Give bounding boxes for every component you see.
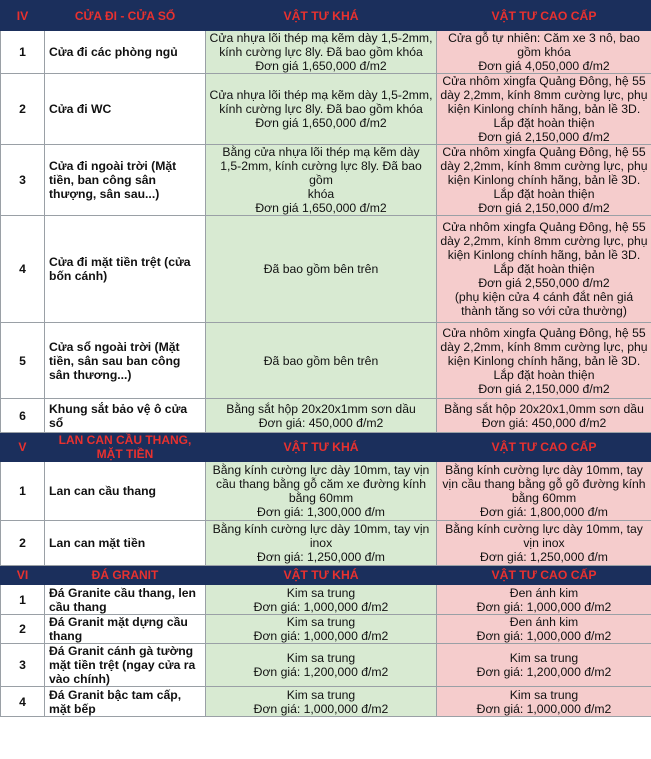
cell-line: vịn inox <box>523 536 565 550</box>
cell-line: Kim sa trung <box>286 687 356 702</box>
item-name: Cửa đi WC <box>45 74 206 145</box>
row-number: 2 <box>1 521 45 566</box>
cell-line: kính cường lực 8ly. Đã bao gồm khóa <box>219 102 423 116</box>
premium-material-cell <box>437 585 651 615</box>
standard-material-cell <box>206 323 437 399</box>
cell-line: Đã bao gồm bên trên <box>263 353 379 368</box>
cell-line: Đơn giá: 450,000 đ/m2 <box>258 415 384 430</box>
column-header-standard: VẬT TƯ KHÁ <box>206 566 437 585</box>
item-name: Cửa đi các phòng ngủ <box>45 31 206 74</box>
cell-line: Bằng kính cường lực dày 10mm, tay <box>445 463 643 477</box>
cell-line: Cửa nhôm xingfa Quảng Đông, hệ 55 <box>442 220 646 234</box>
section-header <box>1 566 651 585</box>
item-name: Đá Granit cánh gà tường mặt tiền trệt (ngay cửa ra vào chính) <box>45 644 206 687</box>
cell-line: Đơn giá: 1,250,000 đ/m <box>257 550 385 564</box>
premium-material-cell <box>437 74 651 145</box>
premium-material-cell <box>437 615 651 644</box>
section-numeral: IV <box>1 1 45 31</box>
cell-line: dày 2,2mm, kính 8mm cường lực, phụ <box>440 88 648 102</box>
table-row <box>1 399 651 433</box>
table-row <box>1 615 651 644</box>
row-number: 2 <box>1 615 45 644</box>
item-name: Đá Granit mặt dựng cầu thang <box>45 615 206 644</box>
row-number: 5 <box>1 323 45 399</box>
column-header-premium: VẬT TƯ CAO CẤP <box>437 1 651 31</box>
cell-line: Đơn giá: 1,000,000 đ/m2 <box>253 599 389 614</box>
cell-line: cầu thang bằng gỗ căm xe đường kính <box>216 477 426 491</box>
cell-line: kính cường lực 8ly. Đã bao gồm khóa <box>219 45 423 59</box>
cell-line: Bằng kính cường lực dày 10mm, tay <box>445 522 643 536</box>
cell-line: Lắp đặt hoàn thiện <box>493 262 595 276</box>
item-name: Đá Granite cầu thang, len cầu thang <box>45 585 206 615</box>
standard-material-cell <box>206 585 437 615</box>
cell-line: Đơn giá: 1,000,000 đ/m2 <box>476 701 612 716</box>
item-name: Lan can mặt tiền <box>45 521 206 566</box>
item-name: Lan can cầu thang <box>45 462 206 521</box>
standard-material-cell <box>206 216 437 323</box>
cell-line: Kim sa trung <box>509 651 579 665</box>
row-number: 4 <box>1 687 45 717</box>
cell-line: Đơn giá 1,650,000 đ/m2 <box>255 116 387 130</box>
row-number: 4 <box>1 216 45 323</box>
table-row <box>1 521 651 566</box>
section-title: LAN CAN CẦU THANG, MẶT TIỀN <box>45 433 206 462</box>
cell-line: Đơn giá: 1,000,000 đ/m2 <box>253 701 389 716</box>
cell-line: inox <box>309 536 333 550</box>
cell-line: Đơn giá: 1,000,000 đ/m2 <box>476 599 612 614</box>
row-number: 3 <box>1 644 45 687</box>
cell-line: Kim sa trung <box>286 615 356 629</box>
item-name: Khung sắt bảo vệ ô cửa sổ <box>45 399 206 433</box>
cell-line: Cửa nhôm xingfa Quảng Đông, hệ 55 <box>442 74 646 88</box>
row-number: 1 <box>1 31 45 74</box>
cell-line: Kim sa trung <box>286 585 356 600</box>
cell-line: thành tăng so với cửa thường) <box>461 304 627 318</box>
table-row <box>1 323 651 399</box>
premium-material-cell <box>437 399 651 433</box>
section-title: CỬA ĐI - CỬA SỔ <box>45 1 206 31</box>
cell-line: dày 2,2mm, kính 8mm cường lực, phụ <box>440 159 648 173</box>
standard-material-cell <box>206 31 437 74</box>
cell-line: kiện Kinlong chính hãng, bản lề 3D. <box>447 173 641 187</box>
premium-material-cell <box>437 687 651 717</box>
cell-line: Đơn giá: 450,000 đ/m2 <box>481 415 607 430</box>
standard-material-cell <box>206 462 437 521</box>
cell-line: Đơn giá 2,550,000 đ/m2 <box>478 276 610 290</box>
standard-material-cell <box>206 145 437 216</box>
cell-line: Đơn giá: 1,000,000 đ/m2 <box>476 629 612 643</box>
table-row <box>1 145 651 216</box>
cell-line: Kim sa trung <box>286 651 356 665</box>
table-row <box>1 31 651 74</box>
standard-material-cell <box>206 521 437 566</box>
cell-line: Đơn giá: 1,250,000 đ/m <box>480 550 608 564</box>
cell-line: Cửa nhựa lõi thép mạ kẽm dày 1,5-2mm, <box>209 88 433 102</box>
premium-material-cell <box>437 216 651 323</box>
cell-line: Cửa nhôm xingfa Quảng Đông, hệ 55 <box>442 145 646 159</box>
cell-line: Lắp đặt hoàn thiện <box>493 367 595 382</box>
standard-material-cell <box>206 687 437 717</box>
premium-material-cell <box>437 31 651 74</box>
premium-material-cell <box>437 644 651 687</box>
cell-line: Bằng sắt hộp 20x20x1,0mm sơn dầu <box>444 401 644 416</box>
row-number: 2 <box>1 74 45 145</box>
standard-material-cell <box>206 615 437 644</box>
section-header <box>1 433 651 462</box>
cell-line: Đơn giá 4,050,000 đ/m2 <box>478 59 610 73</box>
item-name: Cửa đi mặt tiền trệt (cửa bốn cánh) <box>45 216 206 323</box>
cell-line: Bằng sắt hộp 20x20x1mm sơn dầu <box>226 401 416 416</box>
cell-line: Đơn giá: 1,800,000 đ/m <box>480 505 608 519</box>
cell-line: gồm khóa <box>517 45 571 59</box>
column-header-standard: VẬT TƯ KHÁ <box>206 433 437 462</box>
cell-line: Đơn giá: 1,300,000 đ/m <box>257 505 385 519</box>
item-name: Cửa đi ngoài trời (Mặt tiền, ban công sân thượng, sân sau...) <box>45 145 206 216</box>
standard-material-cell <box>206 644 437 687</box>
cell-line: kiện Kinlong chính hãng, bản lề 3D. <box>447 248 641 262</box>
item-name: Cửa sổ ngoài trời (Mặt tiền, sân sau ban công sân thương...) <box>45 323 206 399</box>
cell-line: Đơn giá: 1,000,000 đ/m2 <box>253 629 389 643</box>
column-header-premium: VẬT TƯ CAO CẤP <box>437 566 651 585</box>
section-numeral: V <box>1 433 45 462</box>
cell-line: Bằng cửa nhựa lõi thép mạ kẽm dày <box>222 145 420 159</box>
premium-material-cell <box>437 145 651 216</box>
cell-line: Đơn giá: 1,200,000 đ/m2 <box>253 665 389 679</box>
cell-line: Bằng kính cường lực dày 10mm, tay vịn <box>212 463 430 477</box>
section-numeral: VI <box>1 566 45 585</box>
cell-line: kiện Kinlong chính hãng, bản lề 3D. <box>447 353 641 368</box>
table-row <box>1 216 651 323</box>
row-number: 6 <box>1 399 45 433</box>
cell-line: dày 2,2mm, kính 8mm cường lực, phụ <box>440 339 648 354</box>
standard-material-cell <box>206 74 437 145</box>
cell-line: kiện Kinlong chính hãng, bản lề 3D. <box>447 102 641 116</box>
section-title: ĐÁ GRANIT <box>45 566 206 585</box>
column-header-standard: VẬT TƯ KHÁ <box>206 1 437 31</box>
cell-line: bằng 60mm <box>288 491 354 505</box>
table-row <box>1 585 651 615</box>
cell-line: Đen ánh kim <box>509 615 579 629</box>
table-row <box>1 687 651 717</box>
row-number: 1 <box>1 462 45 521</box>
row-number: 3 <box>1 145 45 216</box>
item-name: Đá Granit bậc tam cấp, mặt bếp <box>45 687 206 717</box>
premium-material-cell <box>437 323 651 399</box>
cell-line: Lắp đặt hoàn thiện <box>493 116 595 130</box>
cell-line: Bằng kính cường lực dày 10mm, tay vịn <box>212 522 430 536</box>
cell-line: 1,5-2mm, kính cường lực 8ly. Đã bao gồm <box>220 159 422 187</box>
cell-line: Lắp đặt hoàn thiện <box>493 187 595 201</box>
cell-line: (phụ kiện cửa 4 cánh đắt nên giá <box>454 290 634 304</box>
table-row <box>1 644 651 687</box>
cell-line: Đơn giá 2,150,000 đ/m2 <box>478 201 610 215</box>
cell-line: Đơn giá 1,650,000 đ/m2 <box>255 59 387 73</box>
cell-line: Kim sa trung <box>509 687 579 702</box>
cell-line: khóa <box>307 187 335 201</box>
cell-line: Đen ánh kim <box>509 585 579 600</box>
table-row <box>1 74 651 145</box>
cell-line: Cửa nhựa lõi thép mạ kẽm dày 1,5-2mm, <box>209 31 433 45</box>
cell-line: Đã bao gồm bên trên <box>263 262 379 276</box>
standard-material-cell <box>206 399 437 433</box>
cell-line: Cửa nhôm xingfa Quảng Đông, hệ 55 <box>442 325 646 340</box>
cell-line: Đơn giá 2,150,000 đ/m2 <box>478 381 610 396</box>
cell-line: Đơn giá: 1,200,000 đ/m2 <box>476 665 612 679</box>
cell-line: bằng 60mm <box>511 491 577 505</box>
cell-line: dày 2,2mm, kính 8mm cường lực, phụ <box>440 234 648 248</box>
section-header <box>1 1 651 31</box>
cell-line: Cửa gỗ tự nhiên: Căm xe 3 nô, bao <box>448 31 640 45</box>
cell-line: Đơn giá 2,150,000 đ/m2 <box>478 130 610 144</box>
table-row <box>1 462 651 521</box>
row-number: 1 <box>1 585 45 615</box>
cell-line: Đơn giá 1,650,000 đ/m2 <box>255 201 387 215</box>
premium-material-cell <box>437 462 651 521</box>
column-header-premium: VẬT TƯ CAO CẤP <box>437 433 651 462</box>
premium-material-cell <box>437 521 651 566</box>
cell-line: vịn cầu thang bằng gỗ gõ đường kính <box>442 477 646 491</box>
